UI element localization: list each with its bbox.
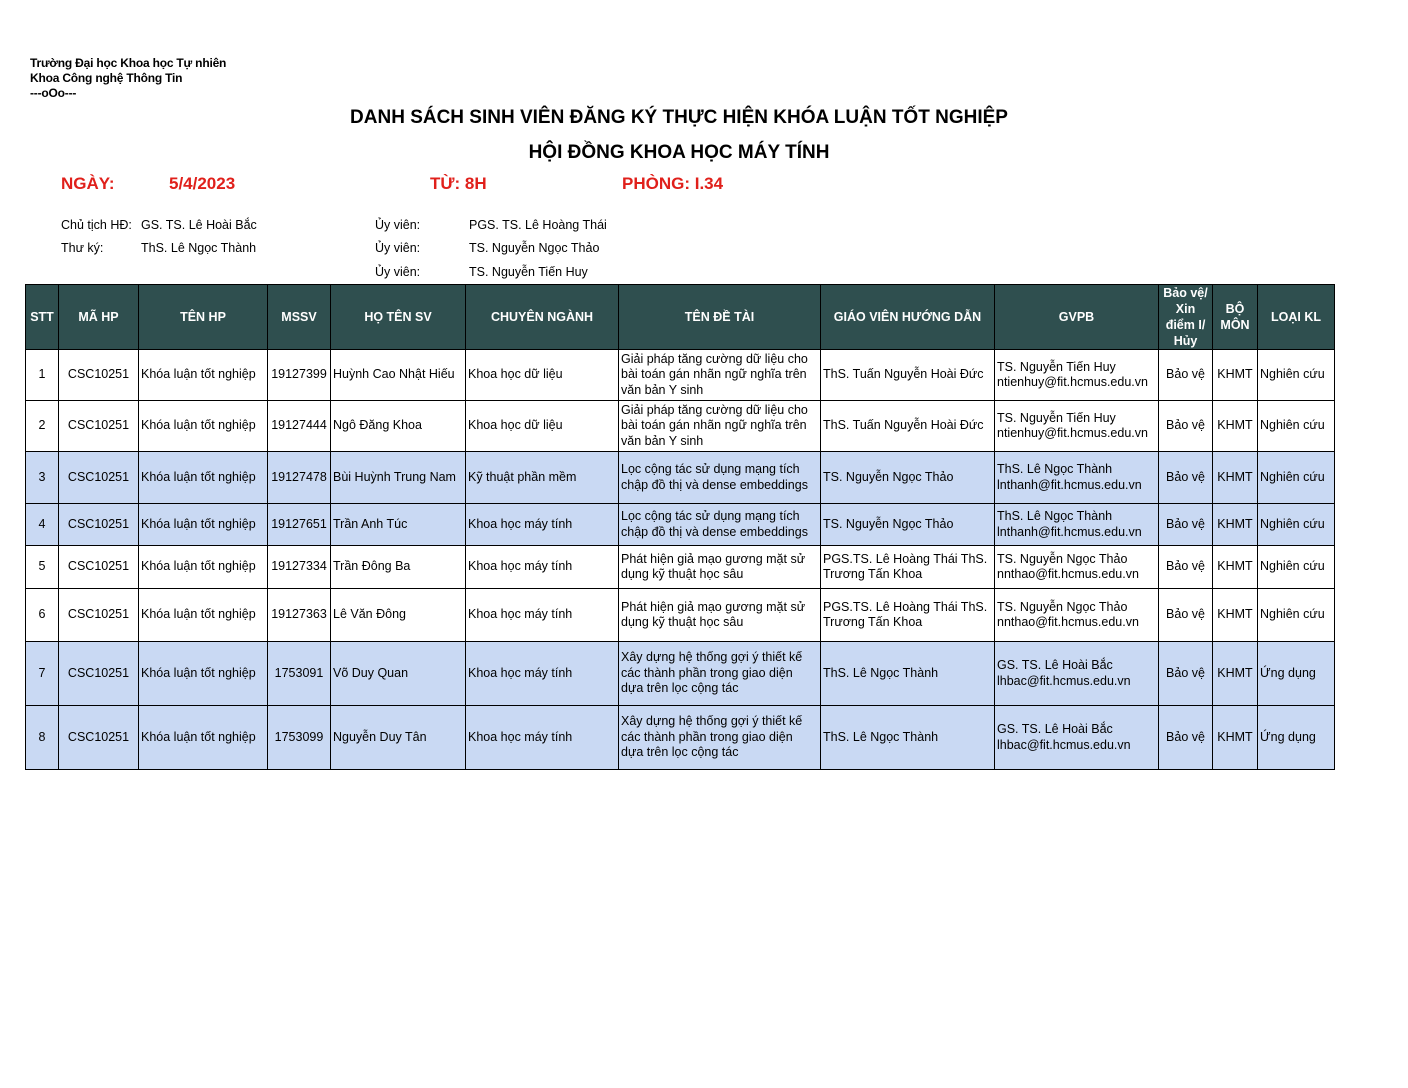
cell-loai-kl: Nghiên cứu [1258,350,1335,401]
ornament: ---oOo--- [30,86,77,100]
cell-gvpb: GS. TS. Lê Hoài Bắc lhbac@fit.hcmus.edu.vn [995,642,1159,706]
cell-de-tai: Xây dựng hệ thống gợi ý thiết kế các thành phần trong giao diện dựa trên lọc cộng tác [619,706,821,770]
room-label: PHÒNG: I.34 [622,174,724,193]
cell-gvhd: TS. Nguyễn Ngọc Thảo [821,452,995,504]
cell-loai-kl: Ứng dụng [1258,706,1335,770]
cell-gvpb: ThS. Lê Ngọc Thành lnthanh@fit.hcmus.edu.vn [995,504,1159,546]
table-row [26,452,1335,504]
cell-ma-hp: CSC10251 [59,452,139,504]
cell-bao-ve: Bảo vệ [1159,401,1213,452]
cell-bo-mon: KHMT [1213,401,1258,452]
cell-ho-ten: Lê Văn Đông [331,589,466,642]
cell-ho-ten: Trần Anh Túc [331,504,466,546]
cell-ten-hp: Khóa luận tốt nghiệp [139,546,268,589]
header-ho-ten: HỌ TÊN SV [331,285,466,350]
cell-bo-mon: KHMT [1213,546,1258,589]
cell-ho-ten: Ngô Đăng Khoa [331,401,466,452]
table-row [26,350,1335,401]
cell-gvpb: GS. TS. Lê Hoài Bắc lhbac@fit.hcmus.edu.vn [995,706,1159,770]
cell-gvhd: TS. Nguyễn Ngọc Thảo [821,504,995,546]
header-chuyen-nganh: CHUYÊN NGÀNH [466,285,619,350]
cell-ten-hp: Khóa luận tốt nghiệp [139,350,268,401]
cell-bo-mon: KHMT [1213,706,1258,770]
cell-de-tai: Lọc cộng tác sử dụng mạng tích chập đồ thị và dense embeddings [619,452,821,504]
member-label: Ủy viên: [375,218,421,232]
member-name: TS. Nguyễn Ngọc Thảo [469,241,600,255]
cell-ten-hp: Khóa luận tốt nghiệp [139,642,268,706]
cell-ma-hp: CSC10251 [59,350,139,401]
cell-bao-ve: Bảo vệ [1159,706,1213,770]
header-gvhd: GIÁO VIÊN HƯỚNG DẪN [821,285,995,350]
faculty-name: Khoa Công nghệ Thông Tin [30,71,183,85]
chair-name: GS. TS. Lê Hoài Bắc [141,218,257,232]
table-row [26,642,1335,706]
cell-gvpb: TS. Nguyễn Tiến Huy ntienhuy@fit.hcmus.edu.vn [995,401,1159,452]
cell-bo-mon: KHMT [1213,589,1258,642]
cell-ma-hp: CSC10251 [59,401,139,452]
cell-de-tai: Giải pháp tăng cường dữ liệu cho bài toán gán nhãn ngữ nghĩa trên văn bản Y sinh [619,401,821,452]
cell-ten-hp: Khóa luận tốt nghiệp [139,504,268,546]
cell-chuyen-nganh: Khoa học máy tính [466,546,619,589]
cell-bo-mon: KHMT [1213,642,1258,706]
cell-gvpb: TS. Nguyễn Ngọc Thảo nnthao@fit.hcmus.edu.vn [995,589,1159,642]
cell-ten-hp: Khóa luận tốt nghiệp [139,706,268,770]
date-label: NGÀY: [61,174,115,193]
cell-chuyen-nganh: Khoa học máy tính [466,504,619,546]
member-name: PGS. TS. Lê Hoàng Thái [469,218,607,232]
header-bao-ve: Bảo vệ/ Xin điểm I/ Hủy [1159,285,1213,350]
cell-gvhd: ThS. Lê Ngọc Thành [821,706,995,770]
time-label: TỪ: 8H [430,174,487,193]
cell-chuyen-nganh: Khoa học máy tính [466,589,619,642]
header-ten-hp: TÊN HP [139,285,268,350]
cell-de-tai: Lọc cộng tác sử dụng mạng tích chập đồ thị và dense embeddings [619,504,821,546]
cell-bao-ve: Bảo vệ [1159,589,1213,642]
cell-chuyen-nganh: Khoa học dữ liệu [466,350,619,401]
cell-loai-kl: Nghiên cứu [1258,401,1335,452]
cell-de-tai: Xây dựng hệ thống gợi ý thiết kế các thành phần trong giao diện dựa trên lọc cộng tác [619,642,821,706]
cell-chuyen-nganh: Khoa học dữ liệu [466,401,619,452]
cell-stt: 6 [26,589,59,642]
header-loai-kl: LOẠI KL [1258,285,1335,350]
table-row [26,706,1335,770]
cell-gvpb: TS. Nguyễn Tiến Huy ntienhuy@fit.hcmus.edu.vn [995,350,1159,401]
cell-loai-kl: Nghiên cứu [1258,504,1335,546]
cell-bao-ve: Bảo vệ [1159,546,1213,589]
cell-ten-hp: Khóa luận tốt nghiệp [139,452,268,504]
cell-chuyen-nganh: Khoa học máy tính [466,706,619,770]
member-label: Ủy viên: [375,241,421,255]
cell-ho-ten: Trần Đông Ba [331,546,466,589]
cell-ho-ten: Nguyễn Duy Tân [331,706,466,770]
cell-stt: 8 [26,706,59,770]
cell-loai-kl: Nghiên cứu [1258,589,1335,642]
page-subtitle: HỘI ĐỒNG KHOA HỌC MÁY TÍNH [528,142,830,163]
cell-gvhd: ThS. Tuấn Nguyễn Hoài Đức [821,350,995,401]
header-de-tai: TÊN ĐỀ TÀI [619,285,821,350]
cell-mssv: 1753091 [268,642,331,706]
cell-mssv: 19127444 [268,401,331,452]
student-table [25,284,1335,770]
cell-bo-mon: KHMT [1213,350,1258,401]
cell-chuyen-nganh: Kỹ thuật phần mềm [466,452,619,504]
cell-chuyen-nganh: Khoa học máy tính [466,642,619,706]
cell-ten-hp: Khóa luận tốt nghiệp [139,401,268,452]
cell-mssv: 19127399 [268,350,331,401]
cell-ho-ten: Bùi Huỳnh Trung Nam [331,452,466,504]
cell-bo-mon: KHMT [1213,504,1258,546]
cell-stt: 1 [26,350,59,401]
secretary-label: Thư ký: [61,241,104,255]
date-value: 5/4/2023 [169,174,236,193]
cell-de-tai: Phát hiện giả mạo gương mặt sử dụng kỹ thuật học sâu [619,589,821,642]
cell-ma-hp: CSC10251 [59,642,139,706]
cell-ho-ten: Huỳnh Cao Nhật Hiếu [331,350,466,401]
header-stt: STT [26,285,59,350]
header-bo-mon: BỘ MÔN [1213,285,1258,350]
cell-mssv: 19127334 [268,546,331,589]
table-row [26,504,1335,546]
school-name: Trường Đại học Khoa học Tự nhiên [30,56,227,70]
cell-bao-ve: Bảo vệ [1159,504,1213,546]
cell-stt: 5 [26,546,59,589]
cell-mssv: 19127478 [268,452,331,504]
member-name: TS. Nguyễn Tiến Huy [469,265,588,279]
cell-mssv: 1753099 [268,706,331,770]
cell-gvhd: PGS.TS. Lê Hoàng Thái ThS. Trương Tấn Khoa [821,589,995,642]
cell-loai-kl: Nghiên cứu [1258,546,1335,589]
cell-ten-hp: Khóa luận tốt nghiệp [139,589,268,642]
member-label: Ủy viên: [375,265,421,279]
chair-label: Chủ tịch HĐ: [61,218,132,232]
cell-bao-ve: Bảo vệ [1159,350,1213,401]
cell-ma-hp: CSC10251 [59,546,139,589]
cell-stt: 4 [26,504,59,546]
cell-mssv: 19127363 [268,589,331,642]
table-row [26,589,1335,642]
cell-gvhd: PGS.TS. Lê Hoàng Thái ThS. Trương Tấn Khoa [821,546,995,589]
header-mssv: MSSV [268,285,331,350]
cell-ma-hp: CSC10251 [59,504,139,546]
cell-de-tai: Giải pháp tăng cường dữ liệu cho bài toán gán nhãn ngữ nghĩa trên văn bản Y sinh [619,350,821,401]
cell-loai-kl: Ứng dụng [1258,642,1335,706]
cell-gvhd: ThS. Lê Ngọc Thành [821,642,995,706]
cell-stt: 3 [26,452,59,504]
header-gvpb: GVPB [995,285,1159,350]
cell-ma-hp: CSC10251 [59,589,139,642]
table-header-row [26,285,1335,350]
cell-de-tai: Phát hiện giả mạo gương mặt sử dụng kỹ thuật học sâu [619,546,821,589]
cell-stt: 2 [26,401,59,452]
header-ma-hp: MÃ HP [59,285,139,350]
cell-bao-ve: Bảo vệ [1159,452,1213,504]
cell-gvpb: ThS. Lê Ngọc Thành lnthanh@fit.hcmus.edu.vn [995,452,1159,504]
cell-ho-ten: Võ Duy Quan [331,642,466,706]
cell-bo-mon: KHMT [1213,452,1258,504]
cell-mssv: 19127651 [268,504,331,546]
cell-stt: 7 [26,642,59,706]
page-title: DANH SÁCH SINH VIÊN ĐĂNG KÝ THỰC HIỆN KHÓA LUẬN TỐT NGHIỆP [350,107,1008,128]
cell-gvhd: ThS. Tuấn Nguyễn Hoài Đức [821,401,995,452]
table-row [26,546,1335,589]
cell-loai-kl: Nghiên cứu [1258,452,1335,504]
cell-gvpb: TS. Nguyễn Ngọc Thảo nnthao@fit.hcmus.edu.vn [995,546,1159,589]
cell-bao-ve: Bảo vệ [1159,642,1213,706]
secretary-name: ThS. Lê Ngọc Thành [141,241,257,255]
cell-ma-hp: CSC10251 [59,706,139,770]
table-row [26,401,1335,452]
